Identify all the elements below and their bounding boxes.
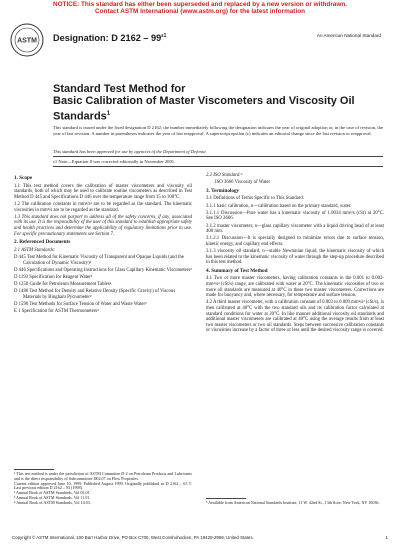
terminology-heading: 3. Terminology	[206, 187, 240, 194]
ref-item: D 1590 Test Methods for Surface Tension of Water and Waste Water³	[14, 302, 147, 308]
footnote-2: ² Annual Book of ASTM Standards, Vol 05.01.	[14, 490, 91, 496]
para-3-1: 3.1 Definitions of Terms Specific to This Standard:	[206, 196, 305, 202]
footnote-4: ⁴ Annual Book of ASTM Standards, Vol 14.03.	[14, 499, 91, 505]
designation-label: Designation: D 2162 – 99	[53, 33, 162, 44]
para-1-1: 1.1 This test method covers the calibration of master viscometers and viscosity oil standards, both of which may be used to calibrate routine viscometers as described in Test Method D 445 and Specifications D 446 over the temperature range from 15 to 100°C.	[14, 183, 192, 200]
footnote-3: ³ Annual Book of ASTM Standards, Vol 11.01.	[14, 494, 91, 500]
referenced-docs-heading: 2. Referenced Documents	[14, 239, 71, 246]
dod-approval-note: This standard has been approved for use by agencies of the Department of Defense.	[53, 149, 207, 154]
para-3-1-3: 3.1.3 viscosity oil standard, n—stable Newtonian liquid, the kinematic viscosity of which has been related to the kinematic viscosity of water through the step-up procedure described in this test method.	[206, 249, 384, 266]
ref-item: D 1193 Specification for Reagent Water³	[14, 274, 93, 280]
divider-bottom	[53, 166, 383, 167]
ref-item: D 446 Specifications and Operating Instructions for Glass Capillary Kinematic Viscometers²	[14, 267, 192, 273]
page-footer	[0, 535, 400, 540]
astm-logo	[10, 23, 44, 57]
para-3-1-2: 3.1.2 master viscometer, n—glass capillary viscometer with a liquid driving head of at least 400 mm.	[206, 223, 384, 235]
left-column	[14, 173, 192, 316]
notice-line-1: NOTICE: This standard has either been superseded and replaced by a new version or withdrawn.	[52, 1, 348, 8]
astm-standards-label: 2.1 ASTM Standards:	[14, 247, 56, 253]
notice-line-2: Contact ASTM International (www.astm.org) for the latest information	[94, 8, 306, 15]
designation	[53, 33, 166, 43]
american-national-standard: An American National Standard	[316, 33, 381, 38]
logo-text: ASTM	[17, 37, 37, 45]
right-column	[206, 173, 384, 336]
iso-ref: ISO 3666 Viscosity of Water	[215, 180, 271, 186]
iso-standard-label: 2.2 ISO Standard:⁵	[206, 173, 243, 178]
ref-item: D 445 Test Method for Kinematic Viscosity of Transparent and Opaque Liquids (and the Calculation of Dynamic Viscosity)²	[14, 254, 184, 266]
footnote-5: ⁵ Available from American National Standards Institute, 11 W. 42nd St., 13th floor, New York, NY 10036.	[206, 500, 380, 505]
para-3-1-1: 3.1.1 basic calibration, n—calibration based on the primary standard, water.	[206, 203, 352, 209]
footnotes	[14, 472, 192, 506]
standard-issue-note: This standard is issued under the fixed designation D 2162; the number immediately following the designation indicates the year of original adoption or, in the case of revision, the year of last revision. A number in parentheses indicates the year of last reapproval. A superscript epsilon (ε) indicates an editorial change since the last revision or reapproval.	[53, 125, 383, 136]
title-footnote-ref: 1	[106, 110, 111, 117]
footnote-divider	[14, 469, 54, 470]
summary-heading: 4. Summary of Test Method	[206, 267, 268, 274]
designation-sup: ε1	[161, 33, 167, 39]
withdrawal-notice	[0, 1, 400, 15]
para-3-1-1-1: 3.1.1.1 Discussion—Pure water has a kinematic viscosity of 1.0034 mm²/s (cSt) at 20°C. See ISO 3666.	[206, 210, 384, 222]
title-line-3: Standards	[53, 110, 107, 123]
para-4-1: 4.1 Two or more master viscometers, having calibration constants in the 0.001 to 0.003-mm²/s² (cSt/s) range, are calibrated with water at 20°C. The kinematic viscosities of two or more oil standards are measured at 40°C in these two master viscometers. Corrections are made for buoyancy and, where necessary, for temperature and surface tension.	[206, 276, 384, 299]
para-4-2: 4.2 A third master viscometer, with a calibration constant of 0.003 to 0.009 mm²/s² (cSt/s), is then calibrated at 40°C with the two standard oils and its calibration factor calculated at standard conditions for water at 20°C. In like manner additional viscosity oil standards and additional master viscometers are calibrated at 40°C using the average results from at least two master viscometers or two oil standards. Steps between successive calibration constants or viscosities increase by a factor of three or less until the desired viscosity range is covered.	[206, 300, 384, 334]
footnote-1-edition: Current edition approved June 10, 1999. Published August 1999. Originally published as D 2162 – 63 T. Last previous edition D 2162 – 93 (1998).	[14, 480, 192, 491]
copyright-text: Copyright © ASTM International, 100 Barr Harbor Drive, PO Box C700, West Conshohocken, PA 19428-2959, United States.	[12, 535, 254, 540]
scope-heading: 1. Scope	[14, 175, 33, 181]
para-3-1-2-1: 3.1.2.1 Discussion—It is specially designed to minimize errors due to surface tension, kinetic energy, and capillary end effects.	[206, 236, 384, 247]
ref-item: D 1480 Test Method for Density and Relative Density (Specific Gravity) of Viscous Materials by Bingham Pycnometer²	[14, 289, 176, 300]
footnote-divider-right	[206, 498, 246, 499]
title-line-1: Standard Test Method for	[53, 83, 186, 95]
footnote-1: ¹ This test method is under the jurisdiction of ASTM Committee D-2 on Petroleum Products and Lubricants and is the direct responsibility of Subcommittee D02.07 on Flow Properties.	[14, 471, 192, 481]
document-title	[53, 83, 363, 123]
editorial-note: ε1 Note—Equation 8 was corrected editorially in November 2001.	[53, 159, 176, 164]
ref-item: E 1 Specification for ASTM Thermometers⁴	[14, 309, 99, 315]
page-number: 1	[385, 535, 388, 540]
para-1-3: 1.3 This standard does not purport to address all of the safety concerns, if any, associated with its use. It is the responsibility of the user of this standard to establish appropriate safety and health practices and determine the applicability of regulatory limitations prior to use. For specific precautionary statements see Section 7.	[14, 214, 192, 237]
para-1-2: 1.2 The calibration constants in mm²/s² are to be regarded as the standard. The kinematic viscosities in mm²/s are to be regarded as the standard.	[14, 201, 192, 213]
title-line-2: Basic Calibration of Master Viscometers and Viscosity Oil	[53, 95, 355, 108]
ref-item: D 1250 Guide for Petroleum Measurement Tables²	[14, 282, 112, 288]
divider-top	[53, 156, 383, 157]
